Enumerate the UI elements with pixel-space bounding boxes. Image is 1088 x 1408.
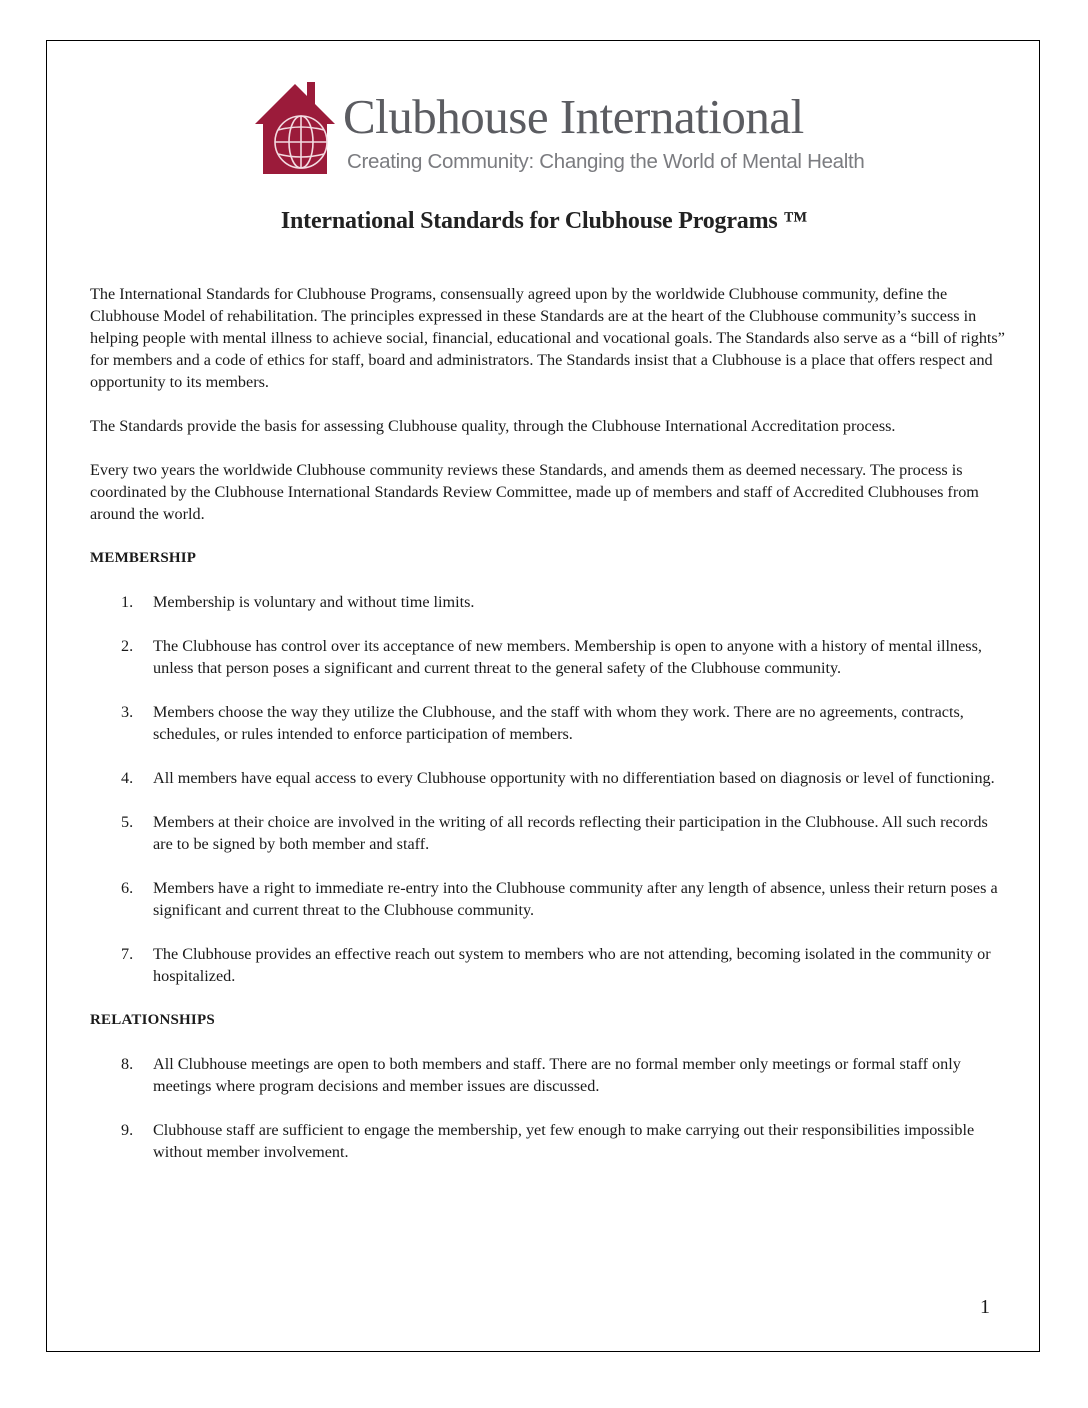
list-item (90, 1053, 1005, 1097)
list-item (90, 943, 1005, 987)
section-heading-membership: MEMBERSHIP (90, 550, 197, 566)
list-item (90, 591, 1005, 613)
item-number: 1. (121, 593, 134, 611)
item-number: 9. (121, 1121, 134, 1139)
logo-tagline: Creating Community: Changing the World of Mental Health (347, 150, 865, 173)
relationships-standards-list (90, 1053, 1005, 1163)
item-number: 3. (121, 703, 134, 721)
item-text: All Clubhouse meetings are open to both members and staff. There are no formal member only meetings or formal staff only meetings where program decisions and member issues are discussed. (153, 1055, 961, 1095)
item-text: Clubhouse staff are sufficient to engage the membership, yet few enough to make carrying out their responsibilities impossible without member involvement. (153, 1121, 975, 1161)
list-item (90, 767, 1005, 789)
item-number: 8. (121, 1055, 134, 1073)
house-globe-icon (255, 80, 335, 174)
list-item (90, 635, 1005, 679)
section-heading-relationships: RELATIONSHIPS (90, 1012, 215, 1028)
list-item (90, 1119, 1005, 1163)
logo-name: Clubhouse International (343, 89, 804, 144)
list-item (90, 811, 1005, 855)
item-text: Membership is voluntary and without time limits. (153, 593, 475, 611)
membership-standards-list (90, 591, 1005, 987)
list-item (90, 877, 1005, 921)
intro-paragraph: The International Standards for Clubhouse Programs, consensually agreed upon by the worldwide Clubhouse community, define the Clubhouse Model of rehabilitation. The principles expressed in these Standards are at the heart of the Clubhouse community’s success in helping people with mental illness to achieve social, financial, educational and vocational goals. The Standards also serve as a “bill of rights” for members and a code of ethics for staff, board and administrators. The Standards insist that a Clubhouse is a place that offers respect and opportunity to its members. (90, 285, 1005, 391)
item-text: The Clubhouse has control over its acceptance of new members. Membership is open to anyone with a history of mental illness, unless that person poses a significant and current threat to the general safety of the Clubhouse community. (153, 637, 982, 677)
item-number: 4. (121, 769, 134, 787)
intro-paragraph: The Standards provide the basis for assessing Clubhouse quality, through the Clubhouse International Accreditation process. (90, 417, 896, 435)
document-body (90, 283, 1005, 1185)
item-text: Members have a right to immediate re-entry into the Clubhouse community after any length of absence, unless their return poses a significant and current threat to the Clubhouse community. (153, 879, 998, 919)
list-item (90, 701, 1005, 745)
intro-paragraph: Every two years the worldwide Clubhouse community reviews these Standards, and amends them as deemed necessary. The process is coordinated by the Clubhouse International Standards Review Committee, made up of members and staff of Accredited Clubhouses from around the world. (90, 461, 979, 523)
item-text: Members choose the way they utilize the Clubhouse, and the staff with whom they work. There are no agreements, contracts, schedules, or rules intended to enforce participation of members. (153, 703, 964, 743)
item-number: 6. (121, 879, 134, 897)
item-number: 7. (121, 945, 134, 963)
item-text: All members have equal access to every Clubhouse opportunity with no differentiation based on diagnosis or level of functioning. (153, 769, 995, 787)
item-text: The Clubhouse provides an effective reach out system to members who are not attending, becoming isolated in the community or hospitalized. (153, 945, 991, 985)
item-number: 2. (121, 637, 134, 655)
clubhouse-international-logo (255, 80, 865, 180)
item-number: 5. (121, 813, 134, 831)
page-number: 1 (980, 1296, 990, 1318)
document-title: International Standards for Clubhouse Programs ™ (280, 208, 808, 234)
item-text: Members at their choice are involved in the writing of all records reflecting their participation in the Clubhouse. All such records are to be signed by both member and staff. (153, 813, 988, 853)
